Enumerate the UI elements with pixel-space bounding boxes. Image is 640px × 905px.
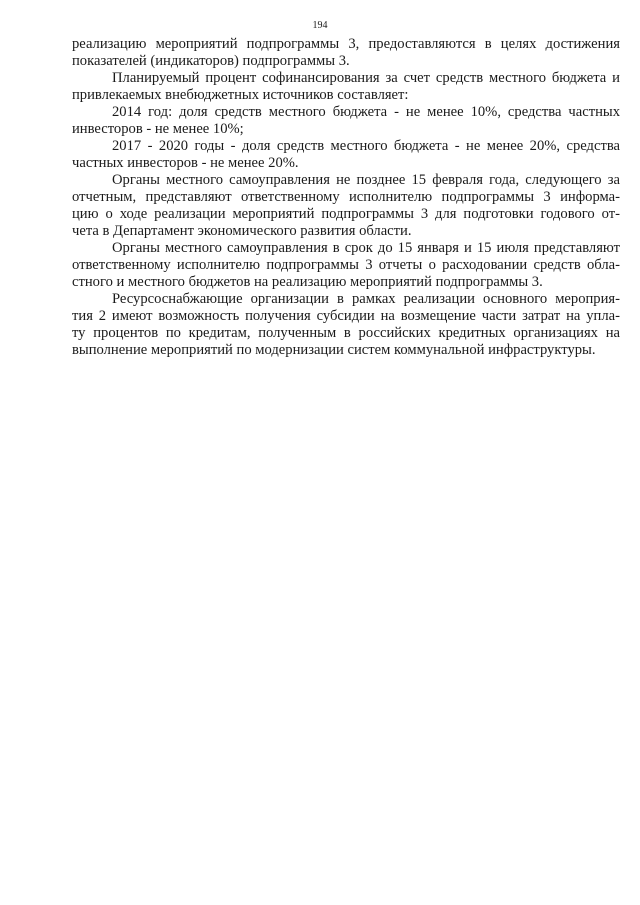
text-line: 2017 - 2020 годы - доля средств местного бюджета - не менее 20%, средства xyxy=(112,138,620,154)
paragraph xyxy=(72,240,620,291)
text-line: Органы местного самоуправления в срок до 15 января и 15 июля представляют xyxy=(112,240,620,256)
text-line: показателей (индикаторов) подпрограммы 3. xyxy=(72,53,350,69)
text-line: частных инвесторов - не менее 20%. xyxy=(72,155,299,171)
text-line: стного и местного бюджетов на реализацию мероприятий подпрограммы 3. xyxy=(72,274,543,290)
text-line: инвесторов - не менее 10%; xyxy=(72,121,244,137)
text-line: Планируемый процент софинансирования за счет средств местного бюджета и xyxy=(112,70,620,86)
paragraph xyxy=(72,36,620,70)
text-line: чета в Департамент экономического развития области. xyxy=(72,223,412,239)
page-number: 194 xyxy=(312,20,328,31)
text-line: ту процентов по кредитам, полученным в российских кредитных организациях на xyxy=(72,325,620,341)
text-line: реализацию мероприятий подпрограммы 3, предоставляются в целях достижения xyxy=(72,36,620,52)
text-line: привлекаемых внебюджетных источников составляет: xyxy=(72,87,409,103)
paragraph xyxy=(72,138,620,172)
text-line: цию о ходе реализации мероприятий подпрограммы 3 для подготовки годового от- xyxy=(72,206,620,222)
text-line: тия 2 имеют возможность получения субсидии на возмещение части затрат на упла- xyxy=(72,308,620,324)
document-body xyxy=(72,36,620,359)
text-line: Ресурсоснабжающие организации в рамках реализации основного мероприя- xyxy=(112,291,620,307)
paragraph xyxy=(72,70,620,104)
paragraph xyxy=(72,291,620,359)
paragraph xyxy=(72,104,620,138)
text-line: отчетным, представляют ответственному исполнителю подпрограммы 3 информа- xyxy=(72,189,620,205)
text-line: выполнение мероприятий по модернизации систем коммунальной инфраструктуры. xyxy=(72,342,596,358)
text-line: ответственному исполнителю подпрограммы 3 отчеты о расходовании средств обла- xyxy=(72,257,620,273)
text-line: Органы местного самоуправления не позднее 15 февраля года, следующего за xyxy=(112,172,620,188)
paragraph xyxy=(72,172,620,240)
text-line: 2014 год: доля средств местного бюджета - не менее 10%, средства частных xyxy=(112,104,620,120)
